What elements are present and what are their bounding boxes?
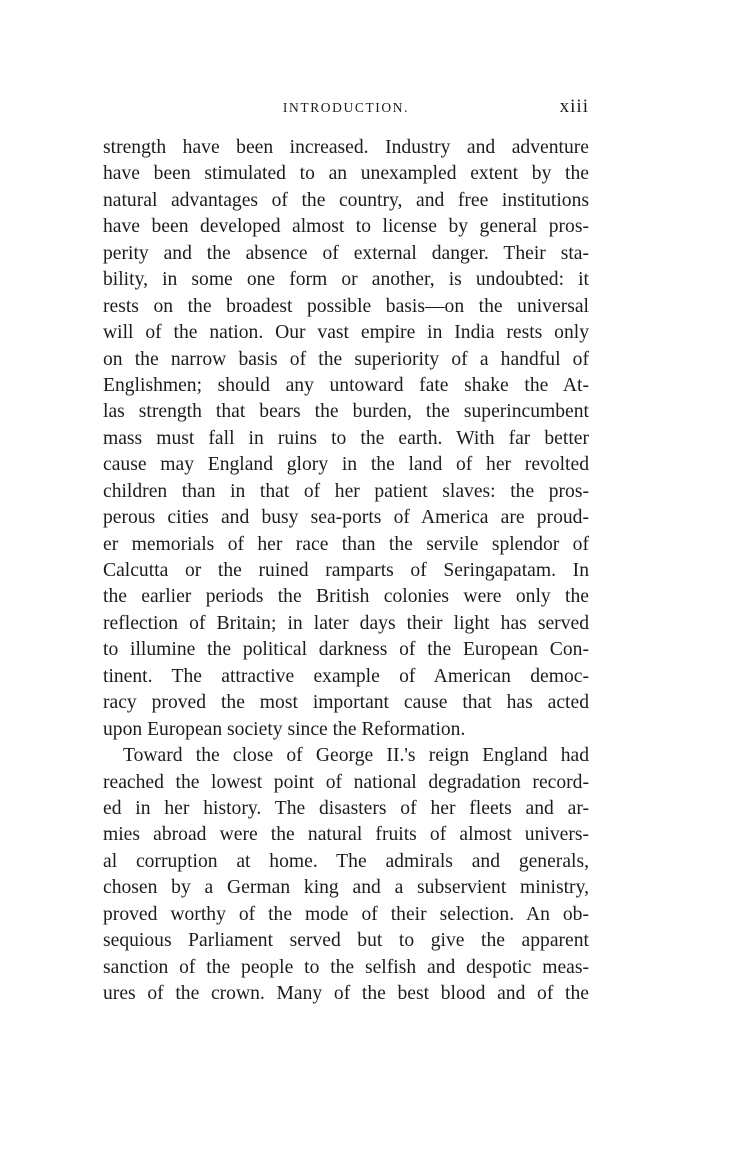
text-line: ures of the crown. Many of the best blood and of the [103,983,589,1004]
text-line: cause may England glory in the land of her revolted [103,454,589,476]
text-line: reached the lowest point of national degradation record- [103,771,589,793]
text-line: to illumine the political darkness of the European Con- [103,639,589,661]
running-title: INTRODUCTION. [282,100,410,115]
body-text [103,135,589,1007]
text-line: reflection of Britain; in later days their light has served [103,612,589,634]
page-number: xiii [559,96,589,117]
text-line: mass must fall in ruins to the earth. With far better [103,427,589,449]
text-line: tinent. The attractive example of American democ- [103,665,589,687]
text-line: Toward the close of George II.'s reign England had [123,745,589,767]
text-line: bility, in some one form or another, is undoubted: it [103,269,589,291]
text-line: er memorials of her race than the servile splendor of [103,533,589,555]
text-line: ed in her history. The disasters of her fleets and ar- [103,797,589,819]
text-line: perity and the absence of external danger. Their sta- [103,242,589,264]
paragraph [103,743,589,1007]
text-line: proved worthy of the mode of their selection. An ob- [103,903,589,925]
text-line: sanction of the people to the selfish and despotic meas- [103,956,589,978]
text-line: strength have been increased. Industry and adventure [103,137,589,158]
text-line: on the narrow basis of the superiority of a handful of [103,348,589,370]
text-line: perous cities and busy sea-ports of America are proud- [103,507,589,529]
text-line: racy proved the most important cause that has acted [103,692,589,714]
text-line: Englishmen; should any untoward fate shake the At- [103,374,589,396]
text-line: chosen by a German king and a subservient ministry, [103,877,589,899]
text-line: sequious Parliament served but to give the apparent [103,930,589,952]
text-line: Calcutta or the ruined ramparts of Seringapatam. In [103,560,589,581]
text-line: have been stimulated to an unexampled extent by the [103,163,589,185]
text-line: rests on the broadest possible basis—on the universal [103,295,589,317]
running-head [103,96,589,120]
text-line: the earlier periods the British colonies were only the [103,586,589,608]
text-line: have been developed almost to license by general pros- [103,216,589,238]
text-line: upon European society since the Reformation. [103,718,466,740]
paragraph [103,135,589,743]
text-line: will of the nation. Our vast empire in India rests only [103,322,589,344]
text-line: children than in that of her patient slaves: the pros- [103,480,589,502]
text-line: natural advantages of the country, and free institutions [103,189,589,211]
text-line: las strength that bears the burden, the superincumbent [103,401,589,423]
text-line: mies abroad were the natural fruits of almost univers- [103,824,589,846]
text-line: al corruption at home. The admirals and generals, [103,850,589,872]
